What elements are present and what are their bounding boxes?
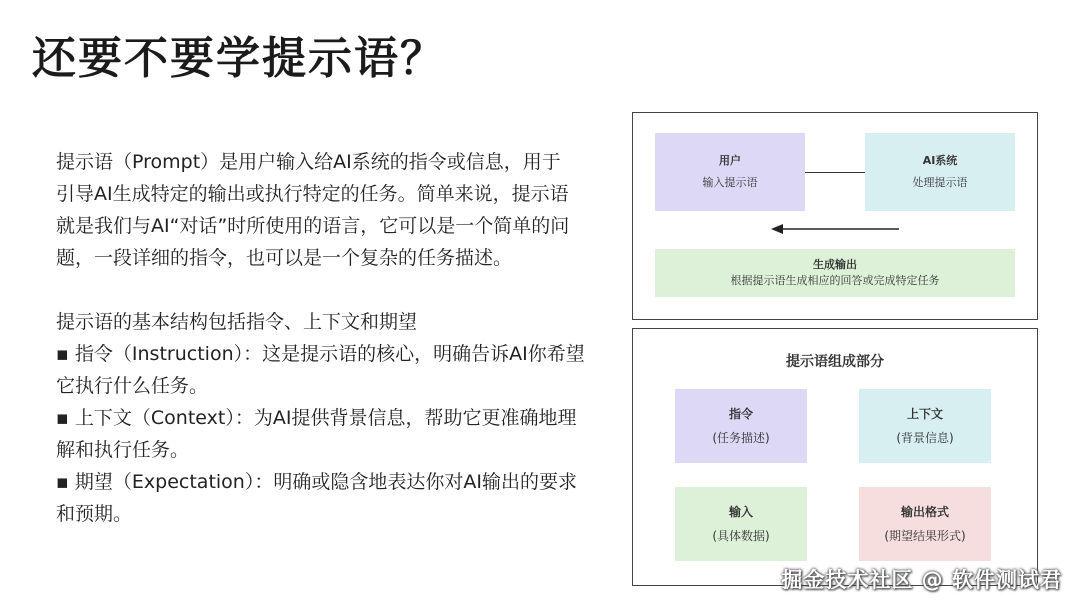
bullet-expectation-cont: 和预期。 bbox=[56, 503, 133, 525]
format-sub: (期望结果形式) bbox=[884, 529, 966, 543]
instruction-node bbox=[675, 389, 807, 463]
components-diagram bbox=[632, 328, 1038, 586]
intro-line: 提示语（Prompt）是用户输入给AI系统的指令或信息，用于 bbox=[56, 151, 561, 173]
context-sub: (背景信息) bbox=[896, 431, 954, 445]
bullet-expectation: ▪ 期望（Expectation）：明确或隐含地表达你对AI输出的要求 bbox=[56, 471, 577, 493]
bullet-instruction-cont: 它执行什么任务。 bbox=[56, 375, 209, 397]
bullet-instruction: ▪ 指令（Instruction）：这是提示语的核心，明确告诉AI你希望 bbox=[56, 343, 585, 365]
ai-node-sub: 处理提示语 bbox=[912, 176, 968, 189]
structure-heading: 提示语的基本结构包括指令、上下文和期望 bbox=[56, 311, 418, 333]
bullet-context: ▪ 上下文（Context）：为AI提供背景信息，帮助它更准确地理 bbox=[56, 407, 577, 429]
output-node-sub: 根据提示语生成相应的回答或完成特定任务 bbox=[730, 274, 940, 287]
output-node-title: 生成输出 bbox=[813, 258, 857, 271]
ai-system-node bbox=[865, 133, 1015, 211]
connector-line bbox=[805, 172, 865, 173]
output-format-node bbox=[859, 487, 991, 561]
user-node bbox=[655, 133, 805, 211]
context-node bbox=[859, 389, 991, 463]
intro-line: 题，一段详细的指令，也可以是一个复杂的任务描述。 bbox=[56, 247, 513, 269]
format-title: 输出格式 bbox=[900, 505, 949, 519]
intro-line: 引导AI生成特定的输出或执行特定的任务。简单来说，提示语 bbox=[56, 183, 569, 205]
input-title: 输入 bbox=[728, 505, 753, 519]
watermark: 掘金技术社区 @ 软件测试君 bbox=[781, 568, 1062, 592]
input-sub: (具体数据) bbox=[712, 529, 770, 543]
components-title: 提示语组成部分 bbox=[786, 354, 884, 370]
slide-title: 还要不要学提示语？ bbox=[32, 33, 446, 84]
left-arrow-icon bbox=[771, 219, 901, 239]
output-node bbox=[655, 249, 1015, 297]
instruction-sub: (任务描述) bbox=[712, 431, 770, 445]
user-node-sub: 输入提示语 bbox=[702, 176, 758, 189]
flow-diagram bbox=[632, 112, 1038, 320]
body-text bbox=[56, 146, 612, 530]
intro-line: 就是我们与AI“对话”时所使用的语言，它可以是一个简单的问 bbox=[56, 215, 570, 237]
instruction-title: 指令 bbox=[728, 407, 753, 421]
context-title: 上下文 bbox=[906, 407, 943, 421]
ai-node-title: AI系统 bbox=[922, 154, 958, 167]
user-node-title: 用户 bbox=[719, 154, 741, 167]
input-node bbox=[675, 487, 807, 561]
bullet-context-cont: 解和执行任务。 bbox=[56, 439, 190, 461]
